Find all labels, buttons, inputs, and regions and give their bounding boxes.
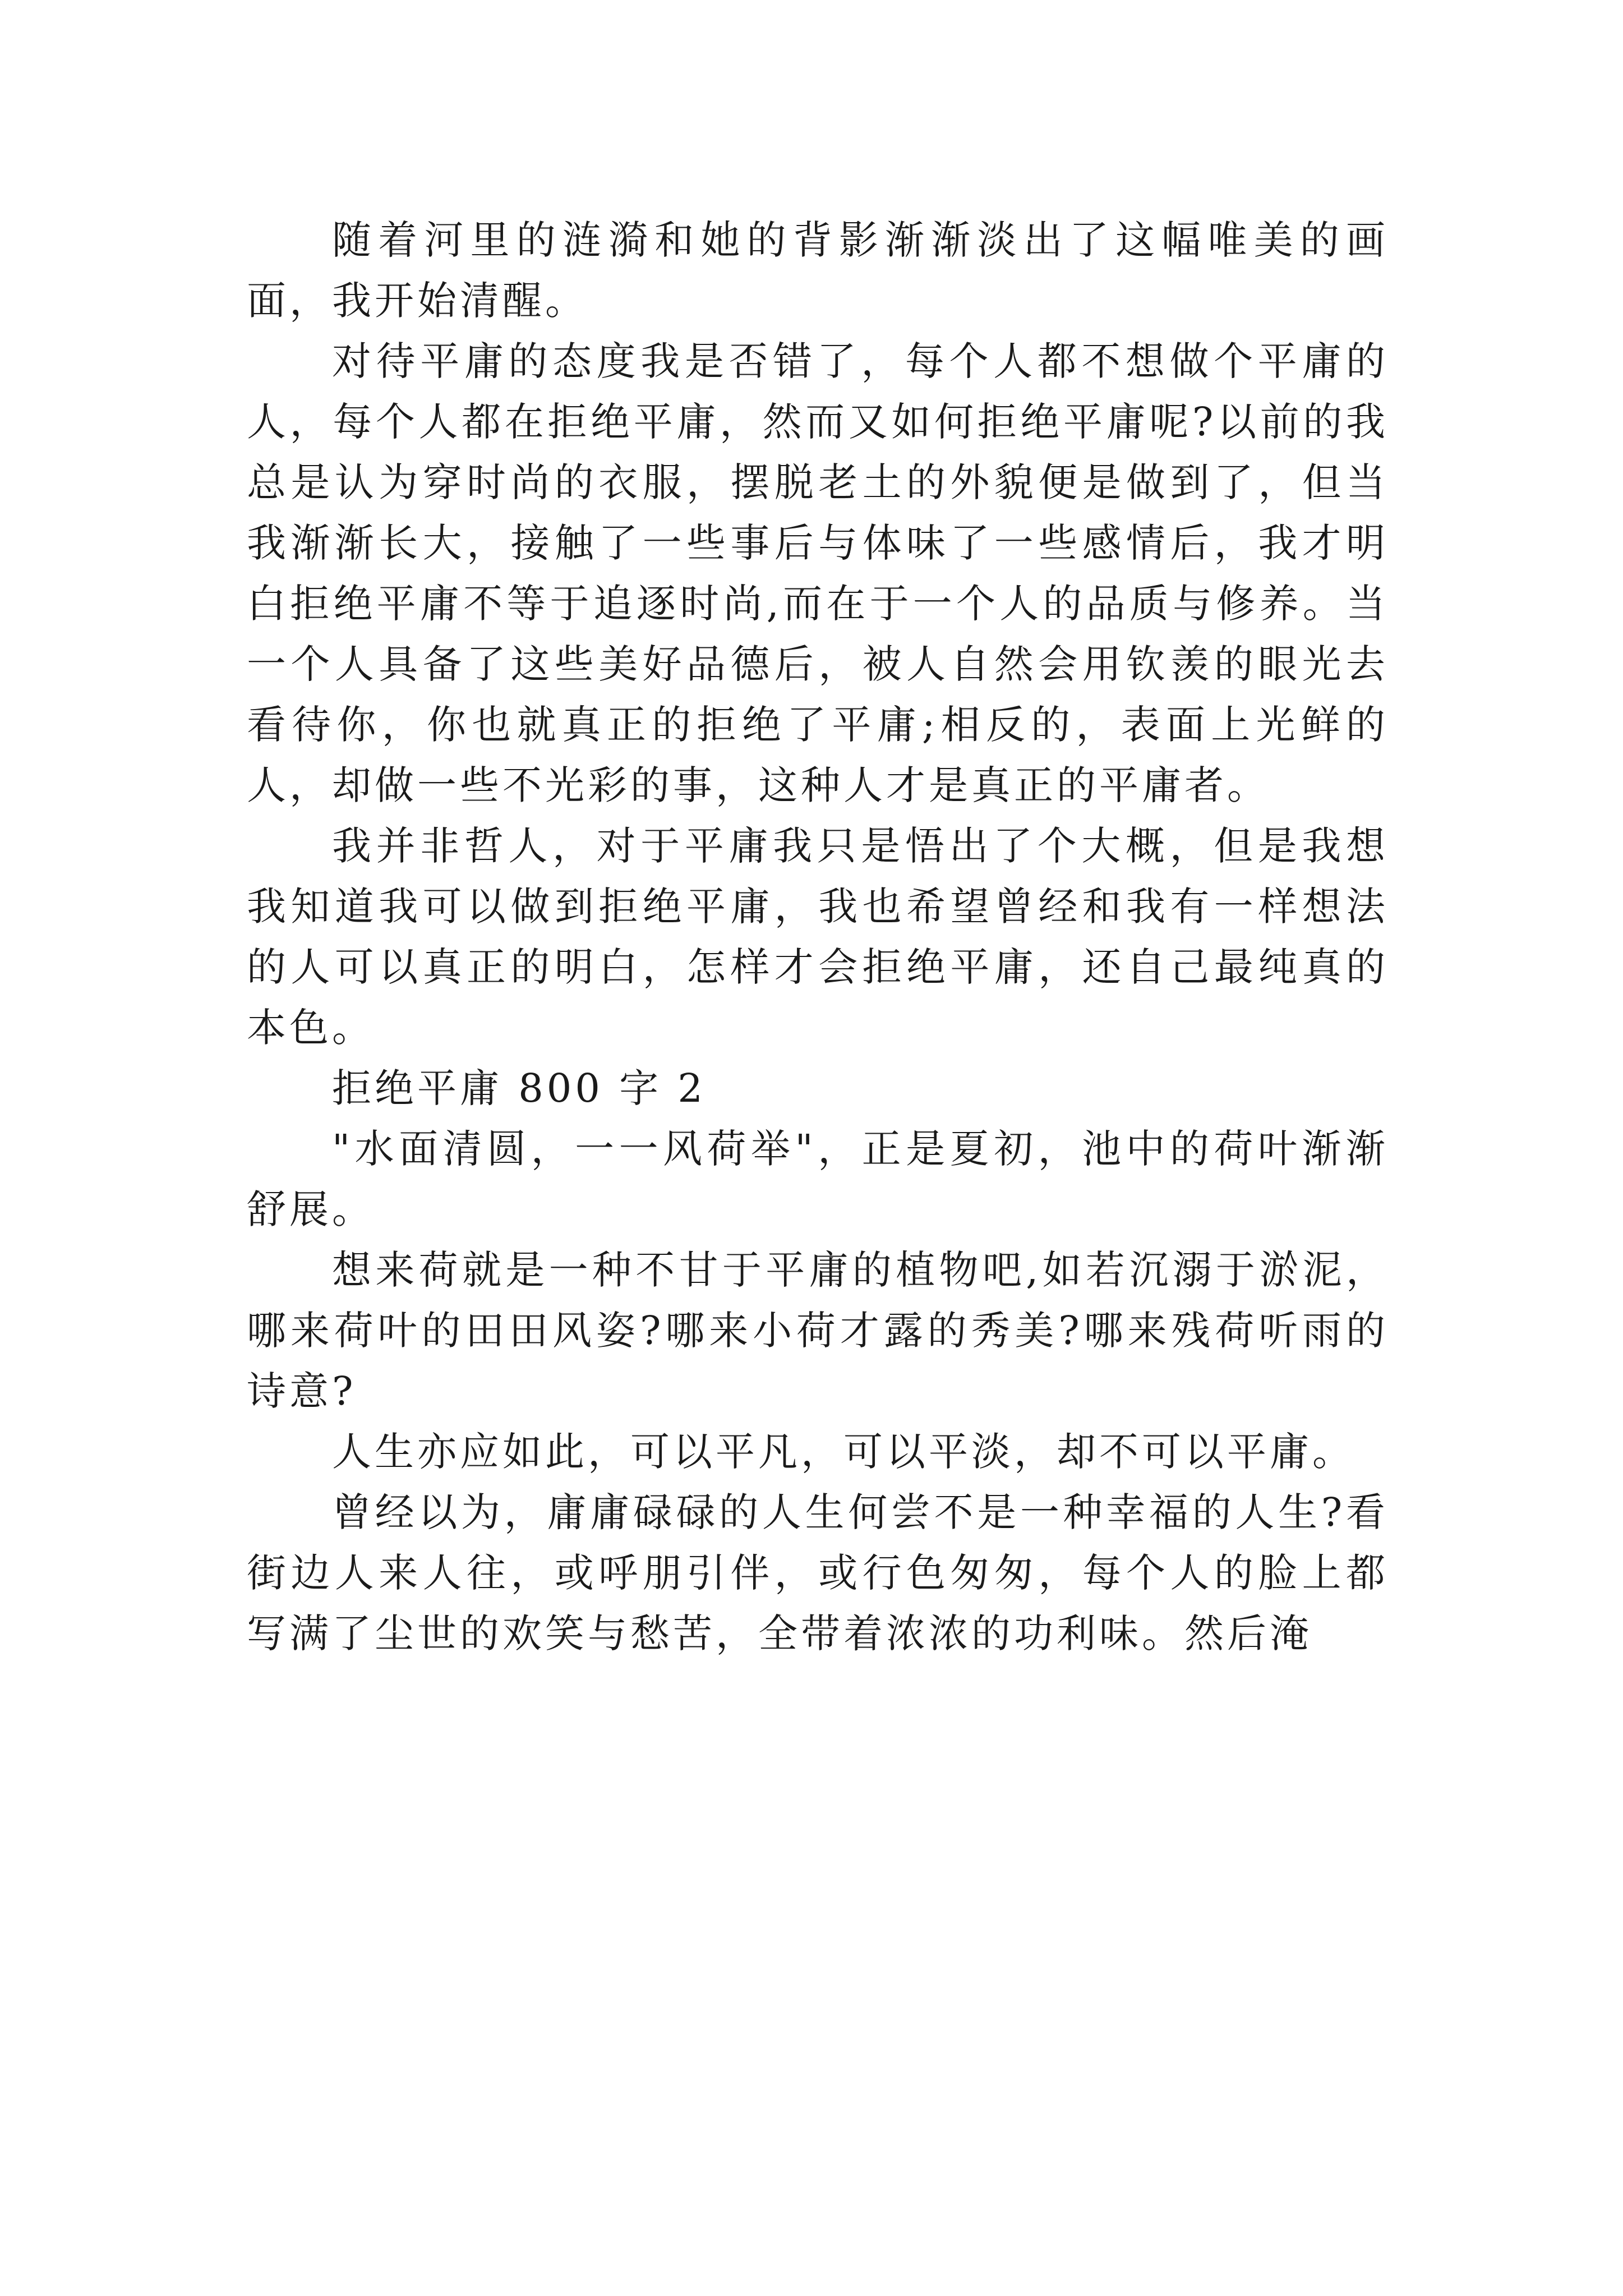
paragraph: 随着河里的涟漪和她的背影渐渐淡出了这幅唯美的画面，我开始清醒。: [247, 217, 1389, 324]
paragraph: "水面清圆，一一风荷举"，正是夏初，池中的荷叶渐渐舒展。: [247, 1126, 1389, 1232]
document-body: [247, 210, 1389, 1664]
paragraph: 曾经以为，庸庸碌碌的人生何尝不是一种幸福的人生?看街边人来人往，或呼朋引伴，或行色匆匆，每个人的脸上都写满了尘世的欢笑与愁苦，全带着浓浓的功利味。然后淹: [247, 1489, 1389, 1657]
paragraph: 我并非哲人，对于平庸我只是悟出了个大概，但是我想我知道我可以做到拒绝平庸，我也希望曾经和我有一样想法的人可以真正的明白，怎样才会拒绝平庸，还自己最纯真的本色。: [247, 823, 1389, 1051]
paragraph: 想来荷就是一种不甘于平庸的植物吧,如若沉溺于淤泥，哪来荷叶的田田风姿?哪来小荷才露的秀美?哪来残荷听雨的诗意?: [247, 1247, 1389, 1414]
paragraph: 对待平庸的态度我是否错了，每个人都不想做个平庸的人，每个人都在拒绝平庸，然而又如何拒绝平庸呢?以前的我总是认为穿时尚的衣服，摆脱老土的外貌便是做到了，但当我渐渐长大，接触了一些事后与体味了一些感情后，我才明白拒绝平庸不等于追逐时尚,而在于一个人的品质与修养。当一个人具备了这些美好品德后，被人自然会用钦羡的眼光去看待你，你也就真正的拒绝了平庸;相反的，表面上光鲜的人，却做一些不光彩的事，这种人才是真正的平庸者。: [247, 338, 1389, 808]
section-heading: 拒绝平庸 800 字 2: [332, 1065, 706, 1111]
paragraph: 人生亦应如此，可以平凡，可以平淡，却不可以平庸。: [332, 1429, 1355, 1475]
